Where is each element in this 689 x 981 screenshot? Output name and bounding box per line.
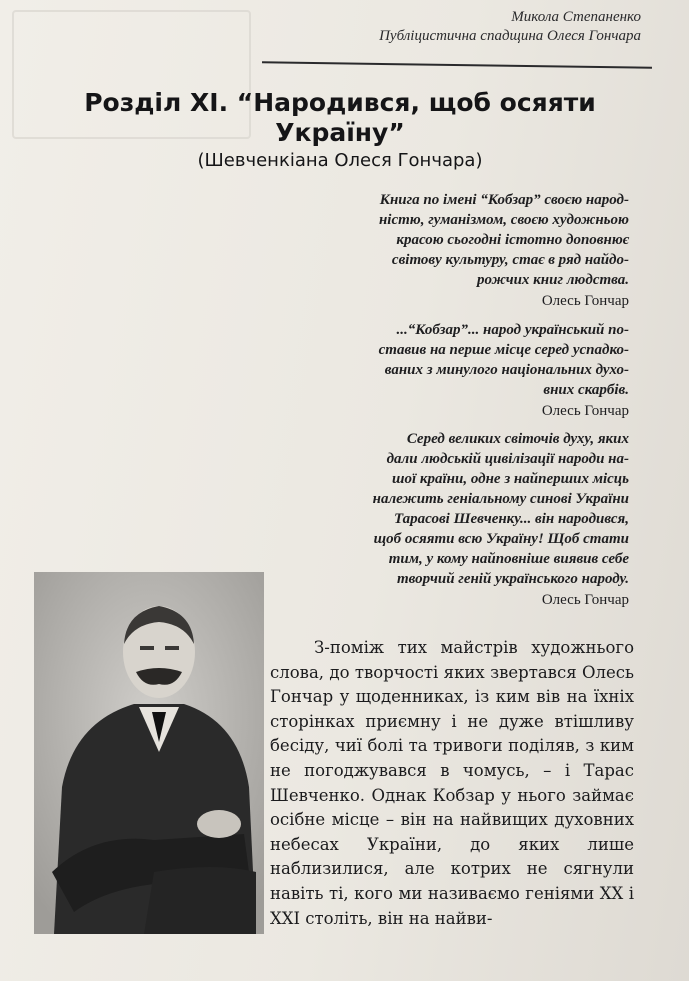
chapter-title (60, 88, 620, 148)
epigraph-line: ністю, гуманізмом, своєю художньою (378, 212, 629, 228)
portrait-photo (34, 572, 264, 934)
header-rule (262, 61, 652, 68)
epigraph-1 (299, 190, 629, 311)
epigraph-line: світову культуру, стає в ряд найдо- (391, 252, 629, 268)
epigraph-line: ваних з минулого національних духо- (384, 362, 629, 378)
chapter-title-line-1: Розділ XI. “Народився, щоб осяяти (84, 88, 596, 117)
epigraph-line: дали людській цивілізації народи на- (386, 451, 629, 467)
header-author: Микола Степаненко (511, 9, 641, 25)
epigraph-line: красою сьогодні істотно доповнює (396, 232, 629, 248)
body-paragraph: З-поміж тих майстрів художнього слова, до творчості яких звертався Олесь Гончар у щоденниках, із ким вів на їхніх сторінках приємну і не дуже втішливу бесіду, чиї болі та тривоги поділяв, з ким не погоджувався в чомусь, – і Тарас Шевченко. Однак Кобзар у нього займає осібне місце – він на найвищих духовних небесах України, до яких лише наблизилися, але котрих не сягнули навіть ті, кого ми називаємо геніями XX і XXI століть, він на найви- (270, 638, 634, 928)
epigraph-author: Олесь Гончар (541, 403, 629, 419)
epigraph-line: ...“Кобзар”... народ український по- (396, 322, 629, 338)
epigraph-2 (299, 320, 629, 421)
chapter-title-line-2: Україну” (275, 118, 405, 147)
chapter-subtitle: (Шевченкіана Олеся Гончара) (197, 150, 483, 171)
epigraph-line: творчий геній українського народу. (397, 571, 629, 587)
epigraph-3 (289, 429, 629, 610)
epigraph-line: Книга по імені “Кобзар” своєю народ- (379, 192, 629, 208)
epigraph-author: Олесь Гончар (541, 592, 629, 608)
epigraph-line: тим, у кому найповніше виявив себе (388, 551, 629, 567)
epigraph-line: вних скарбів. (543, 382, 629, 398)
epigraph-line: рожчих книг людства. (477, 272, 629, 288)
portrait-illustration (34, 572, 264, 934)
header-book-title: Публіцистична спадщина Олеся Гончара (379, 28, 641, 44)
epigraph-line: Тарасові Шевченку... він народився, (394, 511, 629, 527)
epigraph-author: Олесь Гончар (541, 293, 629, 309)
running-header (241, 8, 641, 46)
epigraph-line: ставив на перше місце серед успадко- (378, 342, 629, 358)
epigraph-line: щоб осяяти всю Україну! Щоб стати (373, 531, 629, 547)
epigraph-line: Серед великих світочів духу, яких (406, 431, 629, 447)
epigraph-line: шої країни, одне з найперших місць (392, 471, 629, 487)
epigraph-line: належить геніальному синові України (372, 491, 629, 507)
